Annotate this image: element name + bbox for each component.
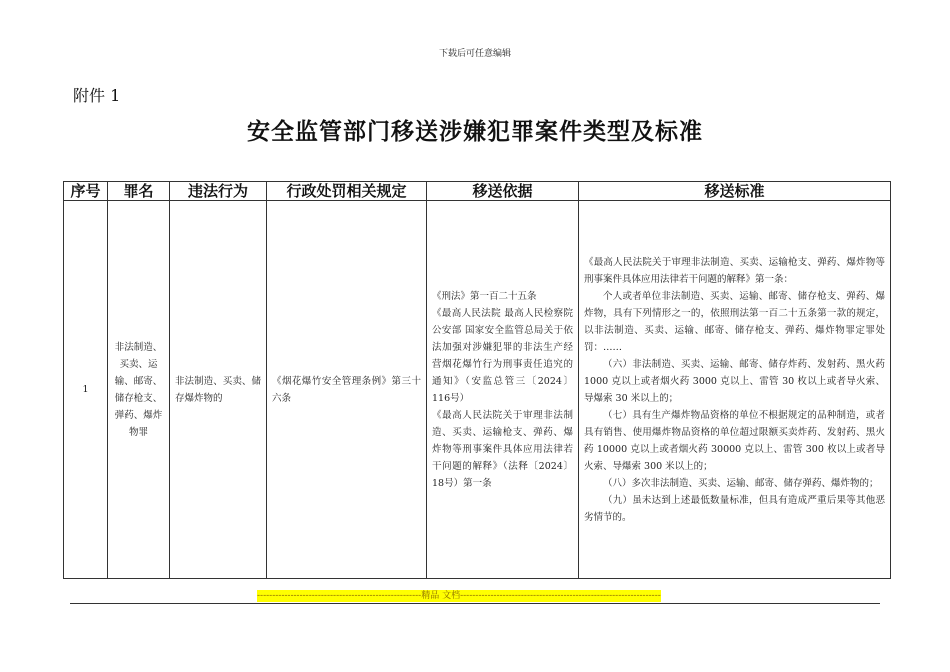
standard-item: （九）虽未达到上述最低数量标准，但具有造成严重后果等其他恶劣情节的。 [584, 494, 885, 523]
standard-item: 《最高人民法院关于审理非法制造、买卖、运输枪支、弹药、爆炸物等刑事案件具体应用法律若干问题的解释》第一条： [584, 256, 885, 285]
cell-basis [427, 201, 579, 579]
header-act: 违法行为 [170, 182, 267, 201]
header-seq: 序号 [64, 182, 108, 201]
document-title: 安全监管部门移送涉嫌犯罪案件类型及标准 [247, 118, 703, 145]
table-row [64, 201, 891, 579]
basis-item: 《最高人民法院关于审理非法制造、买卖、运输枪支、弹药、爆炸物等刑事案件具体应用法律若干问题的解释》（法释〔2024〕18号）第一条 [432, 409, 573, 489]
header-basis: 移送依据 [427, 182, 579, 201]
basis-item: 《刑法》第一百二十五条 [432, 290, 537, 302]
standard-item: 个人或者单位非法制造、买卖、运输、邮寄、储存枪支、弹药、爆炸物，具有下列情形之一的，依照刑法第一百二十五条第一款的规定，以非法制造、买卖、运输、邮寄、储存枪支、弹药、爆炸物罪定罪处罚：…… [584, 290, 885, 353]
cell-seq: 1 [64, 201, 108, 579]
cell-crime: 非法制造、买卖、运输、邮寄、储存枪支、弹药、爆炸物罪 [108, 201, 170, 579]
attachment-label: 附件 1 [73, 86, 121, 105]
basis-item: 《最高人民法院 最高人民检察院 公安部 国家安全监管总局关于依法加强对涉嫌犯罪的非法生产经营烟花爆竹行为刑事责任追究的通知》（安监总管三〔2024〕116号） [432, 307, 573, 404]
cell-regulation: 《烟花爆竹安全管理条例》第三十六条 [267, 201, 427, 579]
cell-standard [579, 201, 891, 579]
header-standard: 移送标准 [579, 182, 891, 201]
standard-item: （七）具有生产爆炸物品资格的单位不根据规定的品种制造，或者具有销售、使用爆炸物品资格的单位超过限额买卖炸药、发射药、黑火药 10000 克以上或者烟火药 30000 克以上、雷管 300 枚以上或者导火索、导爆索 300 米以上的； [584, 409, 885, 472]
cell-act: 非法制造、买卖、储存爆炸物的 [170, 201, 267, 579]
footer-banner: ------------------------------------------------------精品 文档------------------------------------------------------------------ [257, 591, 661, 601]
footer-divider [70, 603, 880, 604]
header-regulation: 行政处罚相关规定 [267, 182, 427, 201]
table-header-row [64, 182, 891, 201]
case-standards-table [63, 181, 891, 579]
header-note: 下载后可任意编辑 [438, 49, 511, 59]
header-crime: 罪名 [108, 182, 170, 201]
standard-item: （六）非法制造、买卖、运输、邮寄、储存炸药、发射药、黑火药 1000 克以上或者烟火药 3000 克以上、雷管 30 枚以上或者导火索、导爆索 30 米以上的； [584, 358, 885, 404]
standard-item: （八）多次非法制造、买卖、运输、邮寄、储存弹药、爆炸物的； [603, 477, 879, 489]
